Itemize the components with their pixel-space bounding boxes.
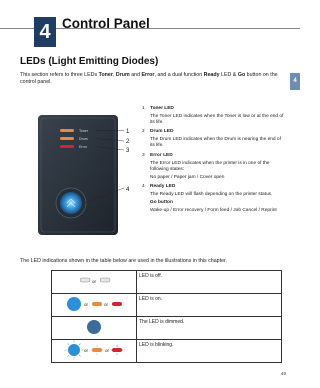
led-dimmed-icon <box>52 317 136 337</box>
control-panel-drawing <box>38 115 133 235</box>
toner-led <box>60 129 74 132</box>
intro-paragraph: This section refers to three LEDs Toner, Drum and Error, and a dual function Ready LED & Go button on the control panel. <box>20 72 278 86</box>
table-row <box>52 317 282 340</box>
chapter-side-tab: 4 <box>290 73 300 90</box>
table-row <box>52 340 282 363</box>
legend-item-ready: 4 Ready LED The Ready LED will flash depending on the printer status. Go button Wake-up / Error recovery / Form feed / Job Cancel / Reprint <box>142 183 277 213</box>
control-panel-illustration <box>38 115 130 235</box>
page-number: 49 <box>280 372 286 377</box>
led-off-illustration <box>52 271 137 294</box>
led-blinking-description: LED is blinking. <box>137 340 282 363</box>
or-label: or <box>84 302 89 307</box>
or-label: or <box>104 302 109 307</box>
error-led-label: Error <box>79 145 87 149</box>
chapter-number: 4 <box>34 17 56 47</box>
led-on-description: LED is on. <box>137 294 282 317</box>
callout-2: 2 <box>126 139 130 145</box>
led-blinking-illustration <box>52 340 137 363</box>
led-off-description: LED is off. <box>137 271 282 294</box>
toner-led-label: Toner <box>79 129 88 133</box>
chapter-title: Control Panel <box>62 16 150 31</box>
led-on-icon <box>52 294 136 314</box>
led-blinking-icon <box>52 340 136 360</box>
table-row <box>52 294 282 317</box>
led-dimmed-illustration <box>52 317 137 340</box>
callout-3: 3 <box>126 148 130 154</box>
table-row <box>52 271 282 294</box>
led-dimmed-description: The LED is dimmed. <box>137 317 282 340</box>
drum-led-label: Drum <box>79 137 88 141</box>
panel-body <box>38 115 118 235</box>
led-indication-table <box>51 270 282 363</box>
legend-item-error: 3 Error LED The Error LED indicates when the printer is in one of the following states: No paper / Paper jam / Cover open <box>142 152 270 180</box>
legend-item-toner: 1 Toner LED The Toner LED indicates when the Toner is low or at the end of its life. <box>142 106 284 126</box>
or-label: or <box>105 348 110 353</box>
table-intro: The LED indications shown in the table below are used in the illustrations in this chapter. <box>20 258 227 264</box>
error-led <box>60 145 74 148</box>
or-label: or <box>92 279 97 284</box>
led-on-illustration <box>52 294 137 317</box>
or-label: or <box>84 348 89 353</box>
led-legend <box>142 106 287 217</box>
legend-item-drum: 2 Drum LED The Drum LED indicates when the Drum is nearing the end of its life. <box>142 129 281 149</box>
section-heading: LEDs (Light Emitting Diodes) <box>20 56 159 67</box>
callout-4: 4 <box>126 187 130 193</box>
callout-1: 1 <box>126 129 130 135</box>
drum-led <box>60 137 74 140</box>
